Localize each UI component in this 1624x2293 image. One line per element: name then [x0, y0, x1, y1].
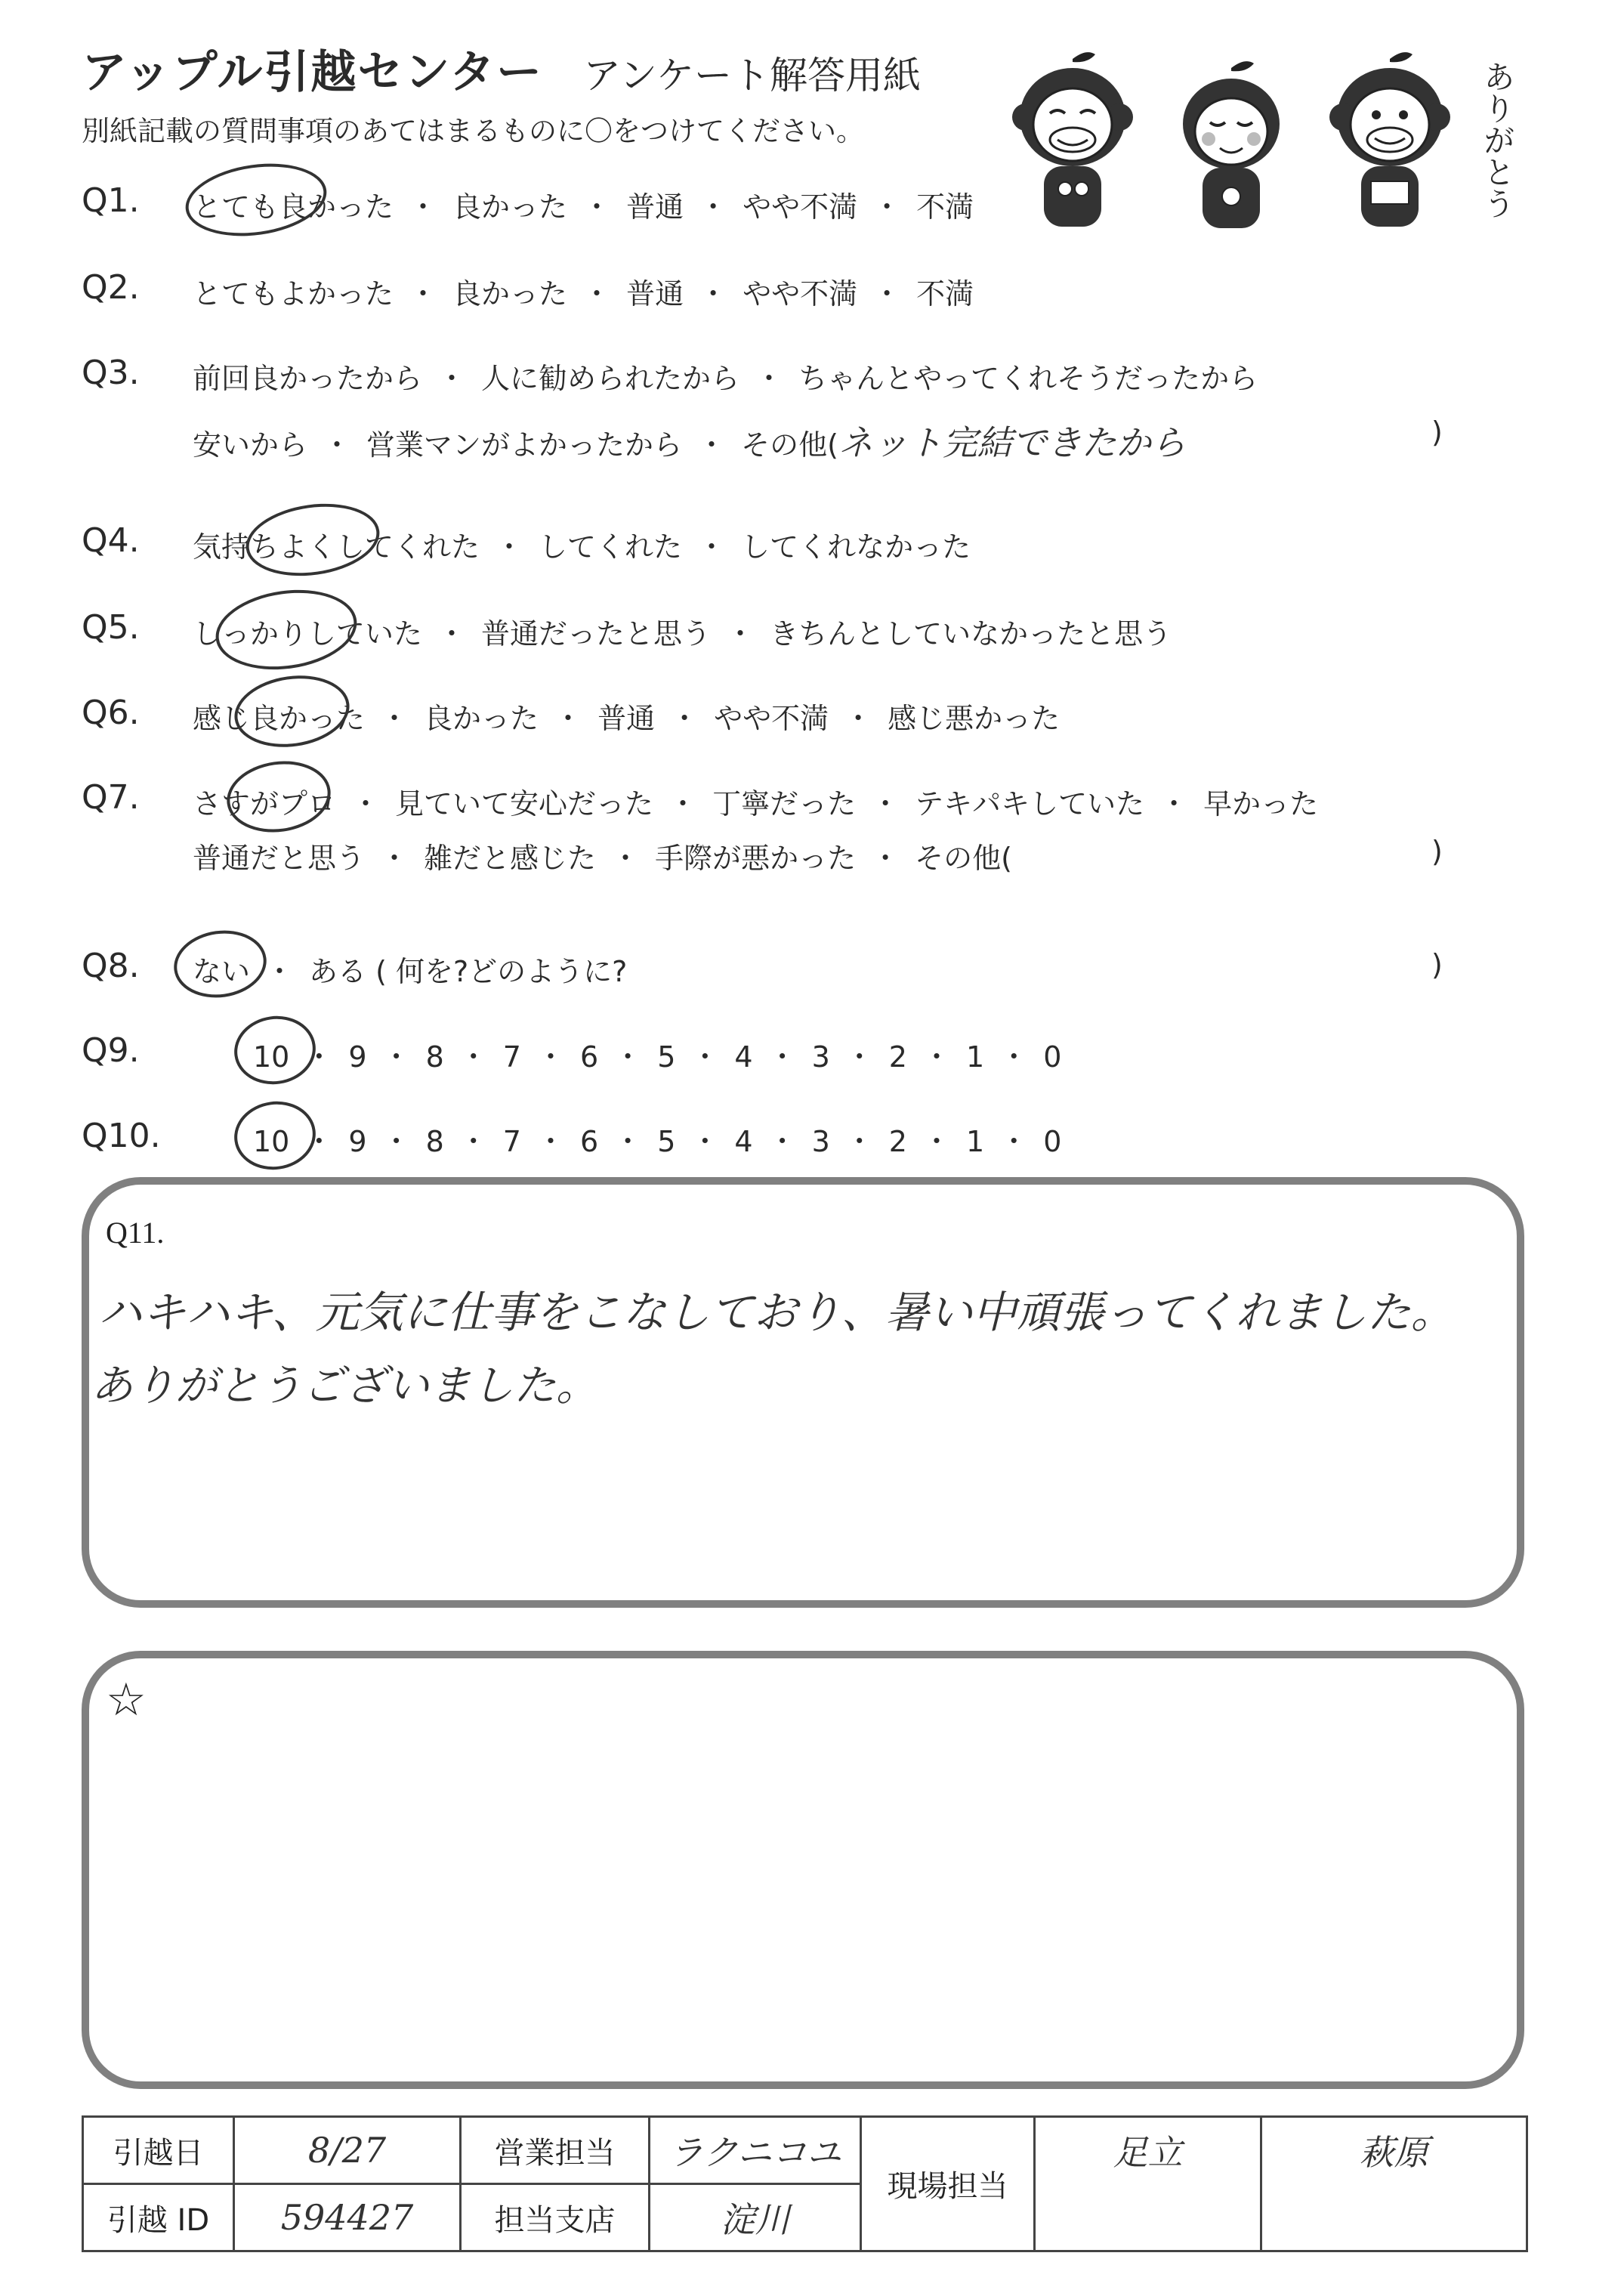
q3-option-5[interactable]: 営業マンがよかったから [366, 428, 683, 462]
q3-option-other[interactable]: その他( [741, 428, 838, 462]
q6-answer-circle [230, 669, 354, 754]
q7-option-1[interactable]: さすがプロ [193, 787, 337, 820]
q8-paren-close: ) [1431, 948, 1443, 981]
q5-option-3[interactable]: きちんとしていなかったと思う [770, 617, 1172, 651]
q3-options-line2: 安いから ・ 営業マンがよかったから ・ その他(ネット完結できたから [193, 422, 1186, 463]
q4-option-2[interactable]: してくれた [539, 530, 683, 564]
q10-answer-circle [230, 1096, 320, 1175]
field-staff-label: 現場担当 [861, 2117, 1035, 2251]
q10-score-2[interactable]: 2 [888, 1125, 907, 1158]
q9-score-4[interactable]: 4 [734, 1040, 753, 1074]
sales-value[interactable]: ラクニコユ [650, 2117, 861, 2184]
star-comment-box[interactable] [82, 1651, 1524, 2089]
q10-score-4[interactable]: 4 [734, 1125, 753, 1158]
q10-score-5[interactable]: 5 [657, 1125, 676, 1158]
q1-option-3[interactable]: 普通 [626, 190, 684, 224]
monkey-mascot-left [997, 45, 1148, 245]
q9-score-0[interactable]: 0 [1043, 1040, 1062, 1074]
q5-option-1[interactable]: しっかりしていた [193, 617, 423, 651]
q2-option-3[interactable]: 普通 [626, 277, 684, 311]
q3-options-line1: 前回良かったから ・ 人に勧められたから ・ ちゃんとやってくれそうだったから [193, 362, 1258, 395]
q10-score-8[interactable]: 8 [425, 1125, 444, 1158]
q10-score-3[interactable]: 3 [811, 1125, 830, 1158]
q5-label: Q5. [82, 608, 140, 647]
field-staff-value-1[interactable]: 足立 [1035, 2117, 1261, 2251]
q6-option-2[interactable]: 良かった [424, 702, 539, 735]
q10-score-1[interactable]: 1 [966, 1125, 985, 1158]
q4-option-3[interactable]: してくれなかった [741, 530, 971, 564]
q6-option-3[interactable]: 普通 [597, 702, 656, 735]
q1-answer-circle [181, 155, 331, 244]
instruction-text: 別紙記載の質問事項のあてはまるものに〇をつけてください。 [82, 115, 864, 147]
q2-option-2[interactable]: 良かった [452, 277, 568, 311]
move-id-value[interactable]: 594427 [234, 2184, 461, 2251]
q9-score-7[interactable]: 7 [502, 1040, 521, 1074]
footer-info-table [82, 2115, 1528, 2252]
q2-options: とてもよかった ・ 良かった ・ 普通 ・ やや不満 ・ 不満 [193, 277, 974, 311]
thanks-vertical-text: ありがとう [1479, 60, 1516, 219]
q6-option-4[interactable]: やや不満 [714, 702, 829, 735]
q5-answer-circle [211, 581, 363, 678]
q6-option-1[interactable]: 感じ良かった [193, 702, 366, 735]
q3-option-2[interactable]: 人に勧められたから [481, 362, 740, 395]
q9-score-8[interactable]: 8 [425, 1040, 444, 1074]
q9-score-9[interactable]: 9 [348, 1040, 367, 1074]
q7-options-line1: さすがプロ ・ 見ていて安心だった ・ 丁寧だった ・ テキパキしていた ・ 早かった [193, 787, 1319, 820]
q10-score-6[interactable]: 6 [579, 1125, 599, 1158]
q11-comment-line1: ハキハキ、元気に仕事をこなしており、暑い中頑張ってくれました。 [98, 1287, 1455, 1338]
q3-option-1[interactable]: 前回良かったから [193, 362, 423, 395]
q2-option-1[interactable]: とてもよかった [193, 277, 394, 311]
q7-paren-close: ) [1431, 835, 1443, 868]
monkey-mascot-right [1314, 45, 1465, 245]
q5-option-2[interactable]: 普通だったと思う [481, 617, 712, 651]
q7-option-7[interactable]: 雑だと感じた [424, 842, 597, 875]
q10-scale: 10 ・ 9 ・ 8 ・ 7 ・ 6 ・ 5 ・ 4 ・ 3 ・ 2 ・ 1 ・ 0 [253, 1125, 1062, 1158]
q1-option-4[interactable]: やや不満 [743, 190, 858, 224]
q10-score-9[interactable]: 9 [348, 1125, 367, 1158]
q5-options: しっかりしていた ・ 普通だったと思う ・ きちんとしていなかったと思う [193, 617, 1172, 651]
q9-score-1[interactable]: 1 [966, 1040, 985, 1074]
q7-option-4[interactable]: テキパキしていた [915, 787, 1145, 820]
move-date-value[interactable]: 8/27 [234, 2117, 461, 2184]
q1-label: Q1. [82, 181, 140, 220]
q3-paren-close: ) [1431, 416, 1443, 449]
q8-option-1[interactable]: ない [193, 955, 251, 988]
q7-answer-circle [222, 755, 335, 839]
q3-option-3[interactable]: ちゃんとやってくれそうだったから [798, 362, 1258, 395]
q2-label: Q2. [82, 268, 140, 307]
q7-option-2[interactable]: 見ていて安心だった [395, 787, 654, 820]
field-staff-value-2[interactable]: 萩原 [1261, 2117, 1527, 2251]
q7-option-other[interactable]: その他( [915, 842, 1012, 875]
q7-option-3[interactable]: 丁寧だった [712, 787, 857, 820]
q1-option-1[interactable]: とても良かった [193, 190, 394, 224]
q8-options: ない ・ ある ( 何を?どのように? [193, 955, 628, 988]
q9-score-2[interactable]: 2 [888, 1040, 907, 1074]
q4-options: 気持ちよくしてくれた ・ してくれた ・ してくれなかった [193, 530, 971, 564]
q2-option-4[interactable]: やや不満 [743, 277, 858, 311]
q8-option-2[interactable]: ある ( 何を?どのように? [309, 955, 628, 988]
monkey-mascot-middle [1163, 54, 1299, 246]
q9-score-10[interactable]: 10 [253, 1040, 290, 1074]
q9-score-3[interactable]: 3 [811, 1040, 830, 1074]
q4-label: Q4. [82, 521, 140, 560]
q1-option-5[interactable]: 不満 [916, 190, 974, 224]
q9-scale: 10 ・ 9 ・ 8 ・ 7 ・ 6 ・ 5 ・ 4 ・ 3 ・ 2 ・ 1 ・ 0 [253, 1040, 1062, 1074]
q3-label: Q3. [82, 354, 140, 392]
q9-score-6[interactable]: 6 [579, 1040, 599, 1074]
q1-option-2[interactable]: 良かった [452, 190, 568, 224]
q11-comment-line2: ありがとうございました。 [91, 1361, 598, 1411]
q6-label: Q6. [82, 694, 140, 732]
sales-label: 営業担当 [461, 2117, 650, 2184]
q7-label: Q7. [82, 778, 140, 817]
q3-other-answer: ネット完結できたから [838, 422, 1186, 463]
form-subtitle: アンケート解答用紙 [583, 54, 921, 97]
q8-label: Q8. [82, 947, 140, 985]
q1-options: とても良かった ・ 良かった ・ 普通 ・ やや不満 ・ 不満 [193, 190, 974, 224]
q11-label: Q11. [106, 1216, 165, 1250]
q10-score-7[interactable]: 7 [502, 1125, 521, 1158]
branch-value[interactable]: 淀川 [650, 2184, 861, 2251]
q4-answer-circle [241, 496, 384, 584]
form-title: アップル引越センター [82, 46, 543, 99]
q6-option-5[interactable]: 感じ悪かった [888, 702, 1061, 735]
q7-option-8[interactable]: 手際が悪かった [655, 842, 857, 875]
q7-options-line2: 普通だと思う ・ 雑だと感じた ・ 手際が悪かった ・ その他( [193, 842, 1012, 875]
q10-label: Q10. [82, 1117, 161, 1155]
q7-option-6[interactable]: 普通だと思う [193, 842, 366, 875]
move-date-label: 引越日 [83, 2117, 234, 2184]
branch-label: 担当支店 [461, 2184, 650, 2251]
q4-option-1[interactable]: 気持ちよくしてくれた [193, 530, 480, 564]
q9-label: Q9. [82, 1031, 140, 1070]
q10-score-0[interactable]: 0 [1043, 1125, 1062, 1158]
q9-score-5[interactable]: 5 [657, 1040, 676, 1074]
move-id-label: 引越 ID [83, 2184, 234, 2251]
q10-score-10[interactable]: 10 [253, 1125, 290, 1158]
q2-option-5[interactable]: 不満 [916, 277, 974, 311]
q8-answer-circle [169, 925, 270, 1003]
q7-option-5[interactable]: 早かった [1203, 787, 1319, 820]
q6-options: 感じ良かった ・ 良かった ・ 普通 ・ やや不満 ・ 感じ悪かった [193, 702, 1061, 735]
q9-answer-circle [230, 1011, 320, 1089]
star-icon: ☆ [106, 1673, 147, 1726]
q3-option-4[interactable]: 安いから [193, 428, 308, 462]
